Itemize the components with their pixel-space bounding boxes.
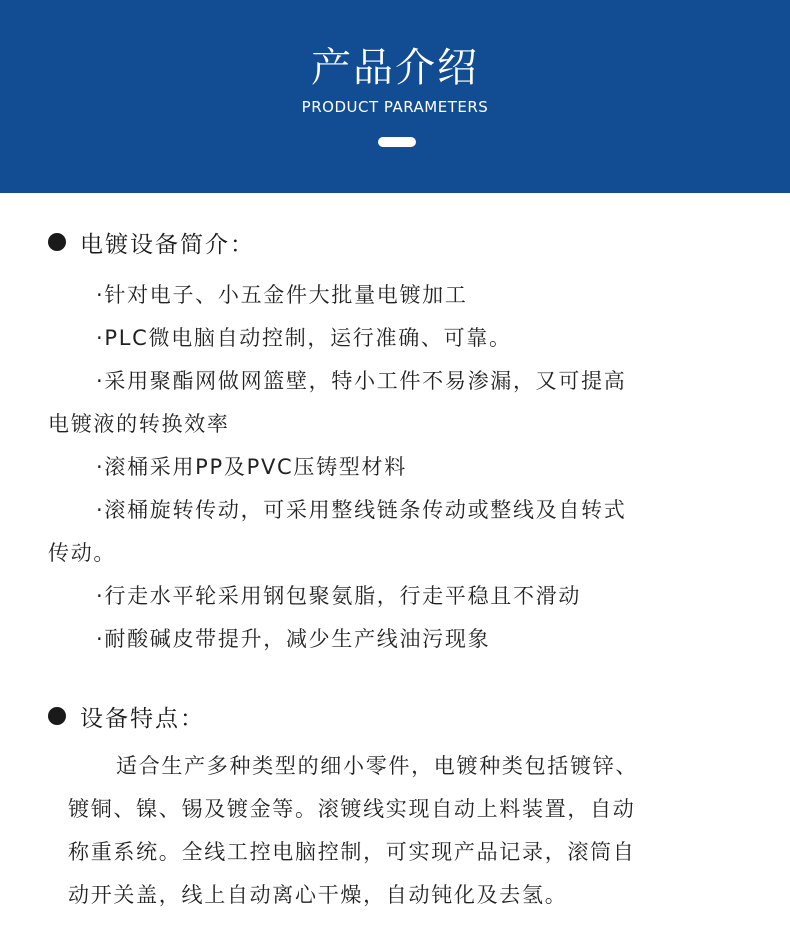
features-line: 镀铜、镍、锡及镀金等。滚镀线实现自动上料装置，自动 [68,797,636,821]
header-banner [0,0,790,193]
intro-line: ·耐酸碱皮带提升，减少生产线油污现象 [96,627,491,651]
intro-list [48,274,748,661]
section-title-features: 设备特点： [80,705,205,732]
intro-line: ·采用聚酯网做网篮壁，特小工件不易渗漏，又可提高 [96,369,627,393]
features-paragraph [68,744,758,916]
intro-line: 电镀液的转换效率 [48,412,230,436]
features-line: 动开关盖，线上自动离心干燥，自动钝化及去氢。 [68,883,568,907]
intro-line: 传动。 [48,541,117,565]
features-line: 称重系统。全线工控电脑控制，可实现产品记录，滚筒自 [68,840,636,864]
intro-line: ·滚桶旋转传动，可采用整线链条传动或整线及自转式 [96,498,627,522]
page-title: 产品介绍 [311,45,479,91]
header-divider [378,137,416,147]
features-line: 适合生产多种类型的细小零件，电镀种类包括镀锌、 [116,754,639,778]
intro-line: ·行走水平轮采用钢包聚氨脂，行走平稳且不滑动 [96,584,582,608]
intro-line: ·针对电子、小五金件大批量电镀加工 [96,283,468,307]
page-subtitle: PRODUCT PARAMETERS [301,98,489,116]
bullet-dot-icon [48,707,66,725]
intro-line: ·滚桶采用PP及PVC压铸型材料 [96,455,407,479]
bullet-dot-icon [48,233,66,251]
section-heading-intro [48,224,255,260]
section-heading-features [48,698,205,734]
intro-line: ·PLC微电脑自动控制，运行准确、可靠。 [96,326,512,350]
section-title-intro: 电镀设备简介： [80,231,255,258]
